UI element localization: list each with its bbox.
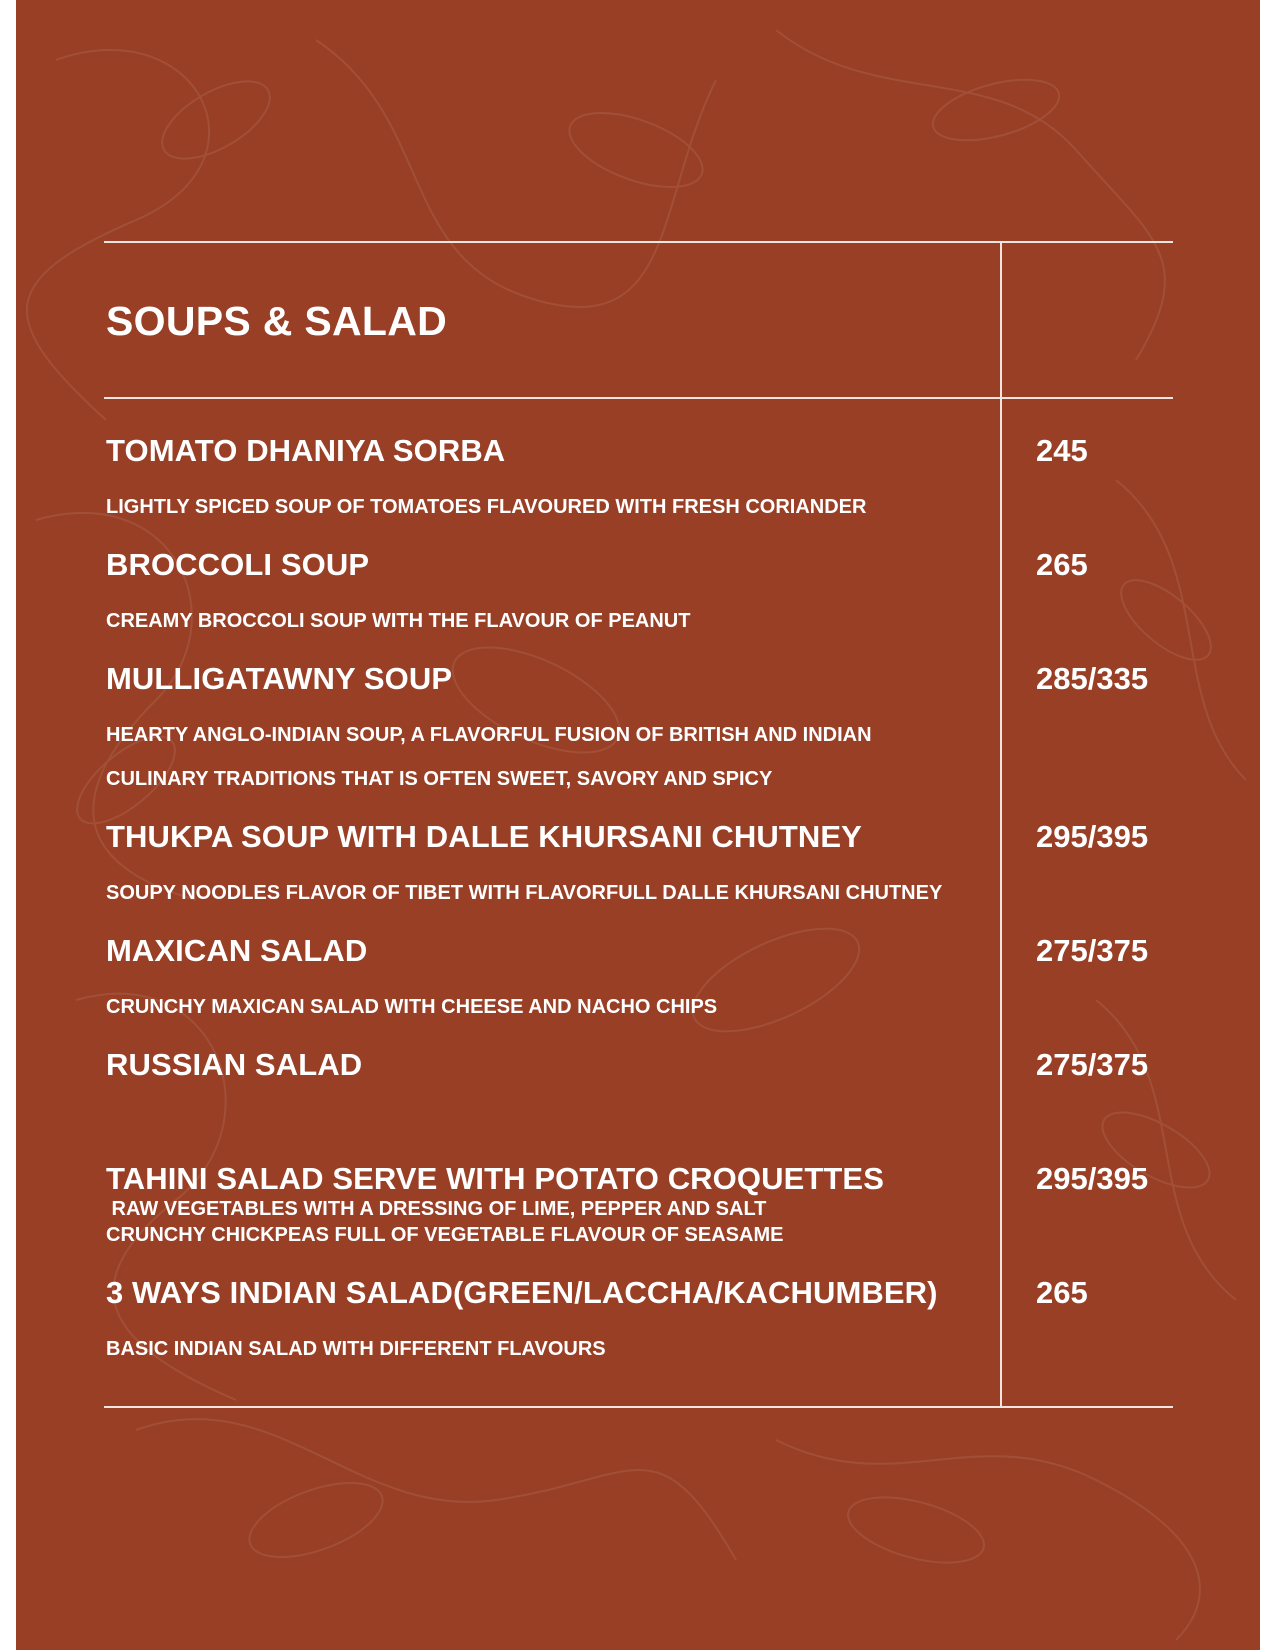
item-description <box>106 985 717 1029</box>
item-price: 295/395 <box>1036 1161 1149 1196</box>
item-name: THUKPA SOUP WITH DALLE KHURSANI CHUTNEY <box>106 819 862 854</box>
item-description <box>106 871 942 915</box>
item-description <box>106 485 866 529</box>
description-line: CRUNCHY CHICKPEAS FULL OF VEGETABLE FLAVOUR OF SEASAME <box>106 1224 784 1246</box>
item-price: 295/395 <box>1036 819 1149 854</box>
description-line: CREAMY BROCCOLI SOUP WITH THE FLAVOUR OF PEANUT <box>106 610 691 632</box>
item-description <box>106 599 690 643</box>
description-line: HEARTY ANGLO-INDIAN SOUP, A FLAVORFUL FUSION OF BRITISH AND INDIAN <box>106 724 872 746</box>
item-name: MULLIGATAWNY SOUP <box>106 661 453 696</box>
description-line: BASIC INDIAN SALAD WITH DIFFERENT FLAVOURS <box>106 1338 606 1360</box>
item-description <box>106 1327 606 1371</box>
item-price: 245 <box>1036 433 1088 468</box>
header-rule <box>104 397 1173 399</box>
item-name: TAHINI SALAD SERVE WITH POTATO CROQUETTES <box>106 1161 884 1196</box>
top-rule <box>104 241 1173 243</box>
item-name: RUSSIAN SALAD <box>106 1047 363 1082</box>
menu-page <box>16 0 1260 1650</box>
item-price: 265 <box>1036 547 1088 582</box>
item-price: 285/335 <box>1036 661 1149 696</box>
description-line: CULINARY TRADITIONS THAT IS OFTEN SWEET, SAVORY AND SPICY <box>106 768 773 790</box>
item-name: MAXICAN SALAD <box>106 933 368 968</box>
description-line: CRUNCHY MAXICAN SALAD WITH CHEESE AND NACHO CHIPS <box>106 996 718 1018</box>
bottom-rule <box>104 1406 1173 1408</box>
item-description <box>106 1213 783 1257</box>
description-line: SOUPY NOODLES FLAVOR OF TIBET WITH FLAVORFULL DALLE KHURSANI CHUTNEY <box>106 882 943 904</box>
item-price: 265 <box>1036 1275 1088 1310</box>
item-description <box>106 713 872 801</box>
item-name: TOMATO DHANIYA SORBA <box>106 433 506 468</box>
item-price: 275/375 <box>1036 1047 1149 1082</box>
description-line: LIGHTLY SPICED SOUP OF TOMATOES FLAVOURED WITH FRESH CORIANDER <box>106 496 867 518</box>
section-title: SOUPS & SALAD <box>106 298 448 344</box>
price-column-divider <box>1000 242 1002 1408</box>
item-name: 3 WAYS INDIAN SALAD(GREEN/LACCHA/KACHUMBER) <box>106 1275 938 1310</box>
description-line: RAW VEGETABLES WITH A DRESSING OF LIME, PEPPER AND SALT <box>106 1198 767 1220</box>
item-name: BROCCOLI SOUP <box>106 547 370 582</box>
item-price: 275/375 <box>1036 933 1149 968</box>
